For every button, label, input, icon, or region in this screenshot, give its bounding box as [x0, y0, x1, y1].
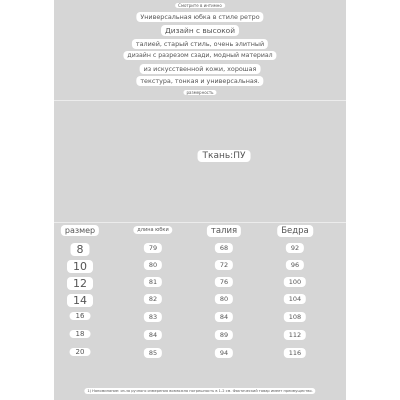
header-waist: талия: [207, 225, 241, 237]
description-line-3: талией, старый стиль, очень элитный: [132, 39, 268, 49]
size-table-cell-skirt-length: 83: [144, 312, 162, 322]
size-table-cell-hips: 112: [284, 330, 306, 340]
size-table-cell-hips: 104: [284, 294, 306, 304]
size-table-cell-size: 18: [70, 330, 91, 338]
description-caption: размерность: [183, 90, 216, 95]
size-table-cell-waist: 80: [215, 294, 233, 304]
measurement-footnote: 1) Напоминание: из-за ручного измерения возможна погрешность в 1-2 см. Фактический товар имеет преимущество.: [84, 388, 315, 394]
header-skirt-length: длина юбки: [133, 226, 172, 234]
size-table-cell-size: 10: [67, 260, 93, 273]
size-table-cell-hips: 116: [284, 348, 306, 358]
size-table-cell-skirt-length: 80: [144, 260, 162, 270]
description-line-4: дизайн с разрезом сзади, модный материал: [123, 51, 276, 60]
size-table-cell-waist: 94: [215, 348, 233, 358]
description-line-5: из искусственной кожи, хорошая: [140, 64, 261, 74]
header-size: размер: [61, 225, 99, 236]
size-table-cell-waist: 84: [215, 312, 233, 322]
size-table-cell-skirt-length: 82: [144, 294, 162, 304]
description-line-6: текстура, тонкая и универсальная.: [136, 76, 263, 86]
size-table-cell-hips: 108: [284, 312, 306, 322]
size-table-cell-waist: 76: [215, 277, 233, 287]
size-table-cell-size: 14: [67, 294, 93, 307]
size-table-cell-skirt-length: 81: [144, 277, 162, 287]
fabric-label: Ткань:ПУ: [198, 150, 251, 162]
size-table-cell-hips: 96: [286, 260, 304, 270]
product-info-card: [54, 0, 346, 400]
section-divider-top: [54, 100, 346, 101]
size-table-cell-skirt-length: 79: [144, 243, 162, 253]
description-heading: Смотрите в интимно: [175, 3, 225, 8]
section-divider-table: [54, 222, 346, 223]
description-line-2: Дизайн с высокой: [161, 25, 239, 36]
header-hips: Бедра: [277, 225, 313, 237]
size-table-cell-hips: 100: [284, 277, 306, 287]
size-table-cell-waist: 68: [215, 243, 233, 253]
size-table-cell-waist: 72: [215, 260, 233, 270]
size-table-cell-size: 8: [71, 243, 90, 256]
size-table-cell-waist: 89: [215, 330, 233, 340]
size-table-cell-size: 16: [70, 312, 91, 320]
size-table-cell-hips: 92: [286, 243, 304, 253]
size-table-cell-size: 12: [67, 277, 93, 290]
description-line-1: Универсальная юбка в стиле ретро: [136, 12, 263, 22]
size-table-cell-skirt-length: 85: [144, 348, 162, 358]
size-table-cell-skirt-length: 84: [144, 330, 162, 340]
size-table-cell-size: 20: [70, 348, 91, 356]
